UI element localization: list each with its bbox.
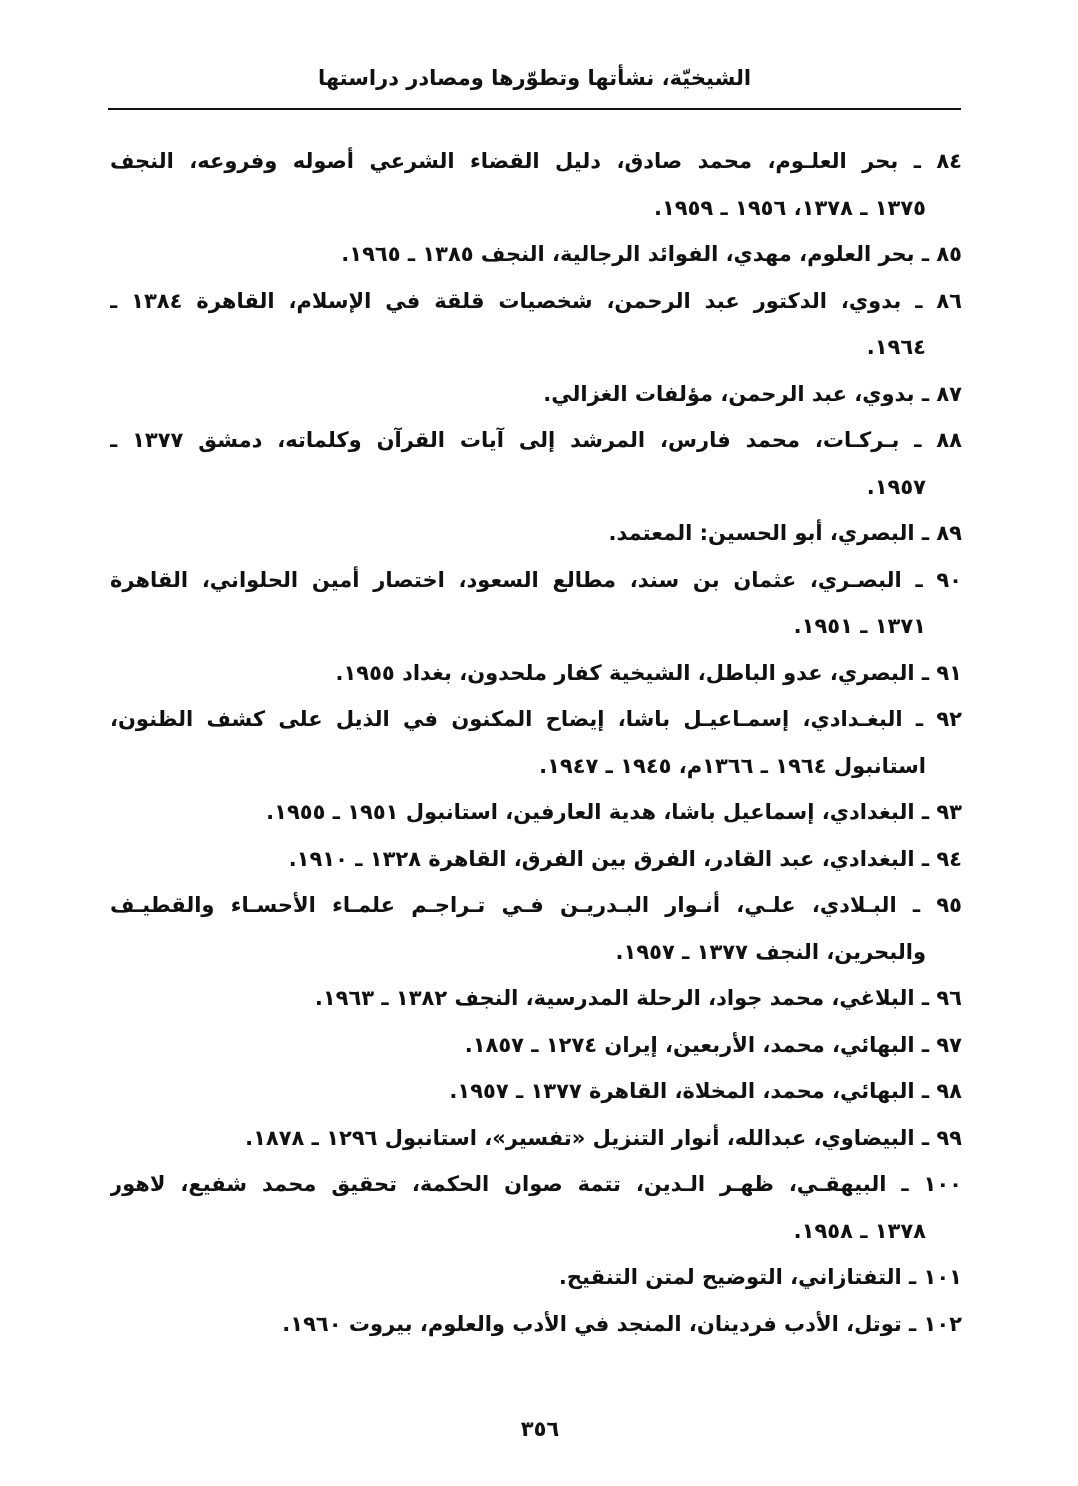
bibliography-entry	[110, 1161, 962, 1254]
entry-line: ٩٨ ـ البهائي، محمد، المخلاة، القاهرة ١٣٧٧ ـ ١٩٥٧.	[449, 1079, 962, 1103]
entry-line: ٩٤ ـ البغدادي، عبد القادر، الفرق بين الفرق، القاهرة ١٣٢٨ ـ ١٩١٠.	[288, 846, 962, 871]
bibliography-entry	[110, 278, 962, 371]
entry-continuation-line: والبحرين، النجف ١٣٧٧ ـ ١٩٥٧.	[615, 939, 926, 964]
running-header: الشيخيّة، نشأتها وتطوّرها ومصادر دراستها	[317, 66, 752, 90]
entry-line: ٩٠ ـ البصـري، عثمان بن سند، مطالع السعود، اختصار أمين الحلواني، القاهرة	[110, 567, 962, 592]
entry-line: ٨٨ ـ بـركـات، محمد فارس، المرشد إلى آيات القرآن وكلماته، دمشق ١٣٧٧ ـ	[110, 428, 962, 452]
bibliography-list	[110, 138, 962, 1347]
bibliography-entry	[110, 510, 962, 557]
entry-line: ٨٦ ـ بدوي، الدكتور عبد الرحمن، شخصيات قلقة في الإسلام، القاهرة ١٣٨٤ ـ	[110, 288, 962, 313]
bibliography-entry	[110, 836, 962, 883]
entry-line: ٩٣ ـ البغدادي، إسماعيل باشا، هدية العارفين، استانبول ١٩٥١ ـ ١٩٥٥.	[266, 800, 962, 824]
bibliography-entry	[110, 371, 962, 418]
entry-line: ٨٩ ـ البصري، أبو الحسين: المعتمد.	[608, 521, 962, 545]
bibliography-entry	[110, 975, 962, 1022]
entry-line: ٨٤ ـ بحر العلـوم، محمد صادق، دليل القضاء الشرعي أصوله وفروعه، النجف	[110, 149, 962, 173]
header-rule	[108, 108, 961, 110]
bibliography-entry	[110, 882, 962, 975]
bibliography-entry	[110, 1115, 962, 1162]
bibliography-entry	[110, 1022, 962, 1069]
bibliography-entry	[110, 1068, 962, 1115]
bibliography-entry	[110, 1301, 962, 1348]
entry-line: ١٠١ ـ التفتازاني، التوضيح لمتن التنقيح.	[558, 1265, 962, 1289]
entry-line: ٩٢ ـ البغـدادي، إسمـاعيـل باشا، إيضاح المكنون في الذيل على كشف الظنون،	[110, 707, 962, 731]
entry-line: ٩٥ ـ البـلادي، علـي، أنـوار البـدريـن فـي تـراجـم علمـاء الأحسـاء والقطيـف	[110, 893, 962, 917]
entry-line: ٩٧ ـ البهائي، محمد، الأربعين، إيران ١٢٧٤ ـ ١٨٥٧.	[464, 1032, 962, 1057]
entry-continuation-line: ١٣٧٥ ـ ١٣٧٨، ١٩٥٦ ـ ١٩٥٩.	[653, 195, 926, 220]
bibliography-entry	[110, 231, 962, 278]
entry-line: ٨٧ ـ بدوي، عبد الرحمن، مؤلفات الغزالي.	[543, 381, 962, 406]
entry-line: ٩١ ـ البصري، عدو الباطل، الشيخية كفار ملحدون، بغداد ١٩٥٥.	[335, 660, 962, 685]
bibliography-entry	[110, 789, 962, 836]
bibliography-entry	[110, 138, 962, 231]
entry-continuation-line: ١٩٦٤.	[866, 335, 926, 359]
entry-line: ٩٦ ـ البلاغي، محمد جواد، الرحلة المدرسية، النجف ١٣٨٢ ـ ١٩٦٣.	[314, 986, 962, 1010]
bibliography-entry	[110, 417, 962, 510]
entry-continuation-line: ١٣٧١ ـ ١٩٥١.	[793, 614, 926, 638]
entry-continuation-line: ١٩٥٧.	[866, 474, 926, 499]
entry-line: ١٠٠ ـ البيهقـي، ظهـر الـدين، تتمة صوان الحكمة، تحقيق محمد شفيع، لاهور	[110, 1172, 962, 1196]
page-number: ٣٥٦	[520, 1417, 560, 1441]
bibliography-entry	[110, 1254, 962, 1301]
bibliography-entry	[110, 650, 962, 697]
bibliography-entry	[110, 696, 962, 789]
entry-continuation-line: ١٣٧٨ ـ ١٩٥٨.	[793, 1218, 926, 1243]
bibliography-entry	[110, 557, 962, 650]
entry-line: ٩٩ ـ البيضاوي، عبدالله، أنوار التنزيل «تفسير»، استانبول ١٢٩٦ ـ ١٨٧٨.	[245, 1125, 962, 1150]
entry-line: ٨٥ ـ بحر العلوم، مهدي، الفوائد الرجالية، النجف ١٣٨٥ ـ ١٩٦٥.	[341, 242, 962, 266]
entry-continuation-line: استانبول ١٩٦٤ ـ ١٣٦٦م، ١٩٤٥ ـ ١٩٤٧.	[539, 753, 926, 778]
entry-line: ١٠٢ ـ توتل، الأدب فردينان، المنجد في الأدب والعلوم، بيروت ١٩٦٠.	[282, 1311, 962, 1336]
